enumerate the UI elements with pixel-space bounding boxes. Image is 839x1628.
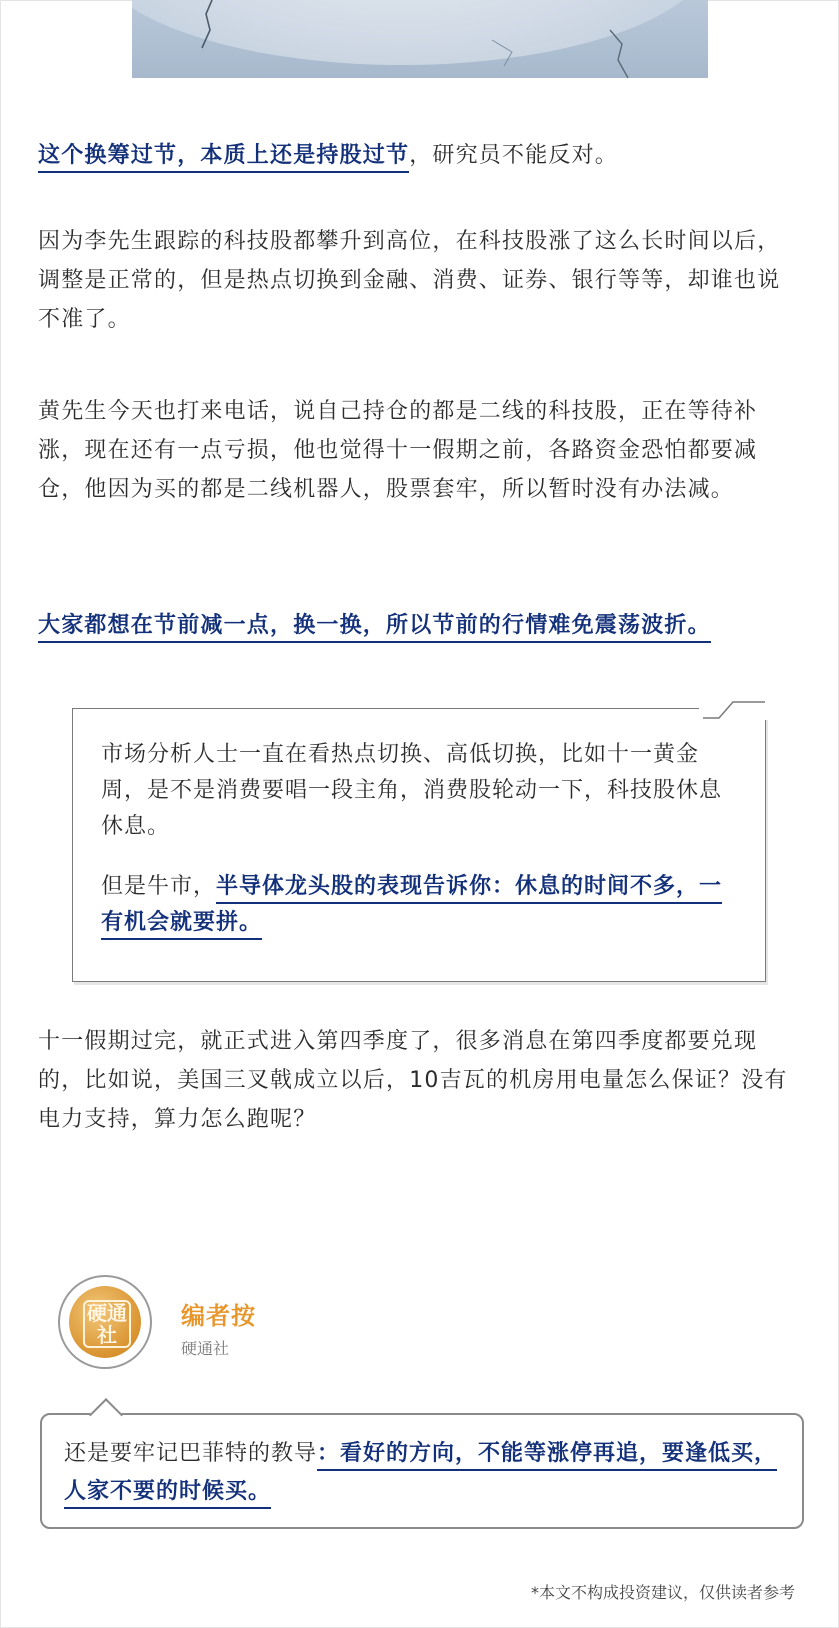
editor-note-text bbox=[64, 1435, 780, 1511]
highlight-text: 半导体龙头股的表现告诉你：休息的时间不多，一有机会就要拼。 bbox=[101, 874, 722, 940]
paragraph-3: 黄先生今天也打来电话，说自己持仓的都是二线的科技股，正在等待补涨，现在还有一点亏损，他也觉得十一假期之前，各路资金恐怕都要减仓，他因为买的都是二线机器人，股票套牢，所以暂时没有办法减。 bbox=[38, 399, 758, 502]
avatar[interactable] bbox=[58, 1275, 152, 1369]
quote-text: 但是牛市， bbox=[101, 874, 217, 899]
article-image bbox=[132, 0, 708, 78]
paragraph-5: 十一假期过完，就正式进入第四季度了，很多消息在第四季度都要兑现的，比如说，美国三叉戟成立以后，10吉瓦的机房用电量怎么保证？没有电力支持，算力怎么跑呢？ bbox=[38, 1029, 788, 1132]
highlight-text: ：看好的方向，不能等涨停再追，要逢低买，人家不要的时候买。 bbox=[64, 1441, 777, 1509]
quote-paragraph-1: 市场分析人士一直在看热点切换、高低切换，比如十一黄金周，是不是消费要唱一段主角，消费股轮动一下，科技股休息休息。 bbox=[101, 742, 723, 839]
editor-note-box bbox=[40, 1413, 804, 1529]
note-lead: 还是要牢记巴菲特的教导 bbox=[64, 1441, 318, 1466]
quote-paragraph-2 bbox=[101, 869, 741, 941]
paragraph-4 bbox=[38, 606, 803, 645]
disclaimer: *本文不构成投资建议，仅供读者参考 bbox=[530, 1583, 795, 1602]
quote-box bbox=[72, 708, 766, 982]
paragraph-text: ，研究员不能反对。 bbox=[409, 143, 619, 168]
avatar-badge bbox=[69, 1286, 141, 1358]
highlight-text: 这个换筹过节，本质上还是持股过节 bbox=[38, 143, 409, 173]
paragraph-2: 因为李先生跟踪的科技股都攀升到高位，在科技股涨了这么长时间以后，调整是正常的，但是热点切换到金融、消费、证券、银行等等，却谁也说不准了。 bbox=[38, 229, 781, 332]
avatar-logo: 硬通社 bbox=[83, 1300, 131, 1348]
editor-note-title: 编者按 bbox=[181, 1302, 256, 1330]
editor-source: 硬通社 bbox=[181, 1339, 230, 1358]
paragraph-1 bbox=[38, 136, 803, 175]
quote-notch bbox=[699, 696, 769, 720]
image-cracks bbox=[132, 0, 708, 78]
highlight-text: 大家都想在节前减一点，换一换，所以节前的行情难免震荡波折。 bbox=[38, 613, 711, 643]
